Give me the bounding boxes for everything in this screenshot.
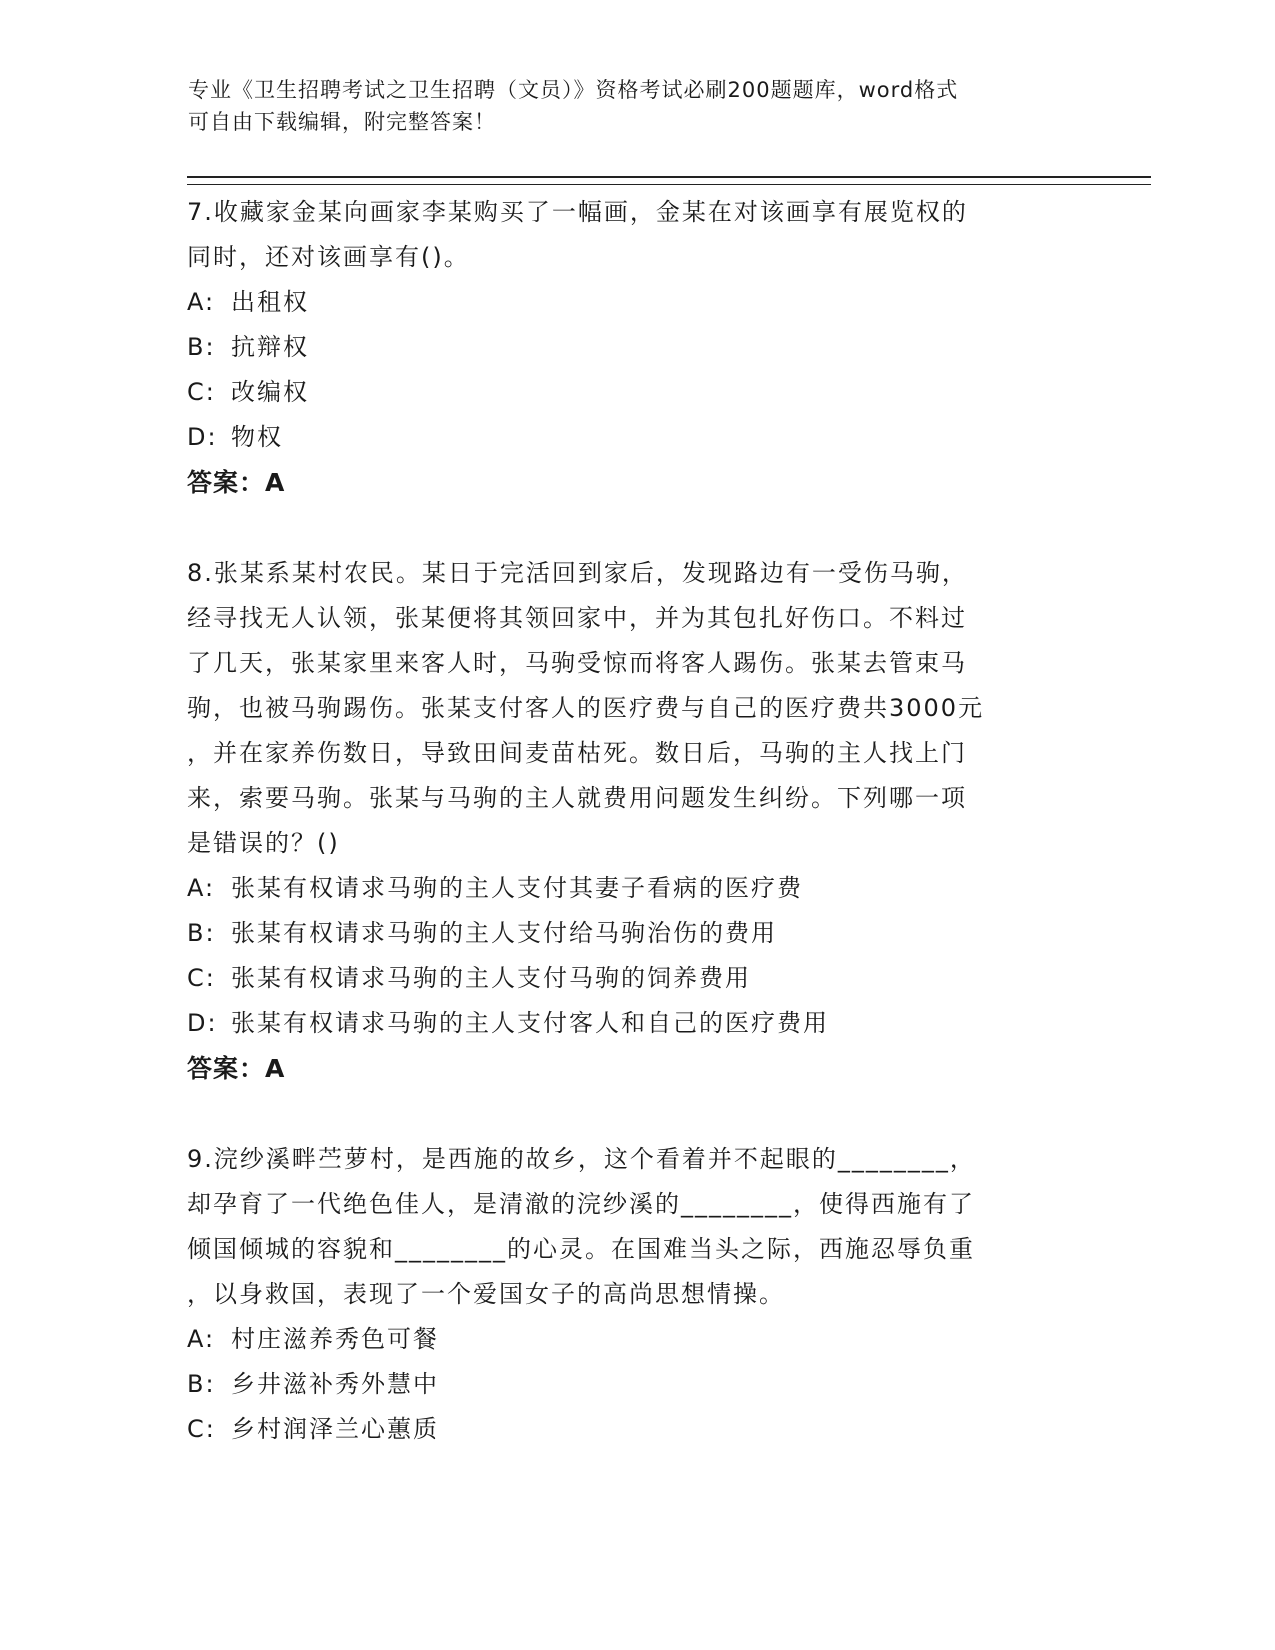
question-stem-line: 经寻找无人认领，张某便将其领回家中，并为其包扎好伤口。不料过 [187,604,967,632]
question-stem-line: 8.张某系某村农民。某日于完活回到家后，发现路边有一受伤马驹， [187,559,968,587]
option-letter: C: [187,964,216,992]
header-line-1: 专业《卫生招聘考试之卫生招聘（文员）》资格考试必刷200题题库，word格式 [188,78,959,102]
question-stem-line: 却孕育了一代绝色佳人，是清澈的浣纱溪的________，使得西施有了 [187,1190,975,1218]
option-text: 乡村润泽兰心蕙质 [231,1415,439,1443]
question-stem-line: ，并在家养伤数日，导致田间麦苗枯死。数日后，马驹的主人找上门 [187,739,967,767]
question-stem-line: 来，索要马驹。张某与马驹的主人就费用问题发生纠纷。下列哪一项 [187,784,967,812]
question-stem-line: 驹，也被马驹踢伤。张某支付客人的医疗费与自己的医疗费共3000元 [187,694,985,722]
header-divider [187,176,1151,185]
option-a [187,280,1087,325]
option-letter: D: [187,423,218,451]
option-text: 出租权 [231,288,309,316]
question-7 [187,190,1087,505]
option-c [187,1407,1087,1452]
option-letter: D: [187,1009,218,1037]
option-letter: B: [187,333,216,361]
question-9 [187,1137,1087,1452]
option-c [187,956,1087,1001]
option-letter: C: [187,1415,216,1443]
option-d [187,1001,1087,1046]
answer-label: 答案：A [187,468,286,497]
option-letter: B: [187,919,216,947]
question-stem-line: 7.收藏家金某向画家李某购买了一幅画，金某在对该画享有展览权的 [187,198,968,226]
question-stem-line: 是错误的？() [187,829,340,857]
option-text: 村庄滋养秀色可餐 [231,1325,439,1353]
option-d [187,415,1087,460]
question-stem-line: 9.浣纱溪畔苎萝村，是西施的故乡，这个看着并不起眼的________， [187,1145,976,1173]
option-b [187,1362,1087,1407]
option-letter: B: [187,1370,216,1398]
question-stem-line: 倾国倾城的容貌和________的心灵。在国难当头之际，西施忍辱负重 [187,1235,975,1263]
page-header [188,74,1088,138]
option-letter: A: [187,874,216,902]
option-a [187,1317,1087,1362]
option-text: 张某有权请求马驹的主人支付马驹的饲养费用 [231,964,751,992]
option-text: 物权 [231,423,283,451]
answer-label: 答案：A [187,1054,286,1083]
header-line-2: 可自由下载编辑，附完整答案！ [188,110,496,134]
option-text: 乡井滋补秀外慧中 [231,1370,439,1398]
option-text: 张某有权请求马驹的主人支付其妻子看病的医疗费 [231,874,803,902]
option-letter: A: [187,288,216,316]
question-stem-line: 同时，还对该画享有()。 [187,243,470,271]
option-b [187,911,1087,956]
option-letter: C: [187,378,216,406]
option-a [187,866,1087,911]
option-c [187,370,1087,415]
option-text: 改编权 [231,378,309,406]
option-b [187,325,1087,370]
option-letter: A: [187,1325,216,1353]
question-stem-line: ，以身救国，表现了一个爱国女子的高尚思想情操。 [187,1280,785,1308]
option-text: 抗辩权 [231,333,309,361]
question-stem-line: 了几天，张某家里来客人时，马驹受惊而将客人踢伤。张某去管束马 [187,649,967,677]
option-text: 张某有权请求马驹的主人支付客人和自己的医疗费用 [231,1009,829,1037]
question-8 [187,551,1087,1091]
question-list [187,190,1087,1498]
option-text: 张某有权请求马驹的主人支付给马驹治伤的费用 [231,919,777,947]
